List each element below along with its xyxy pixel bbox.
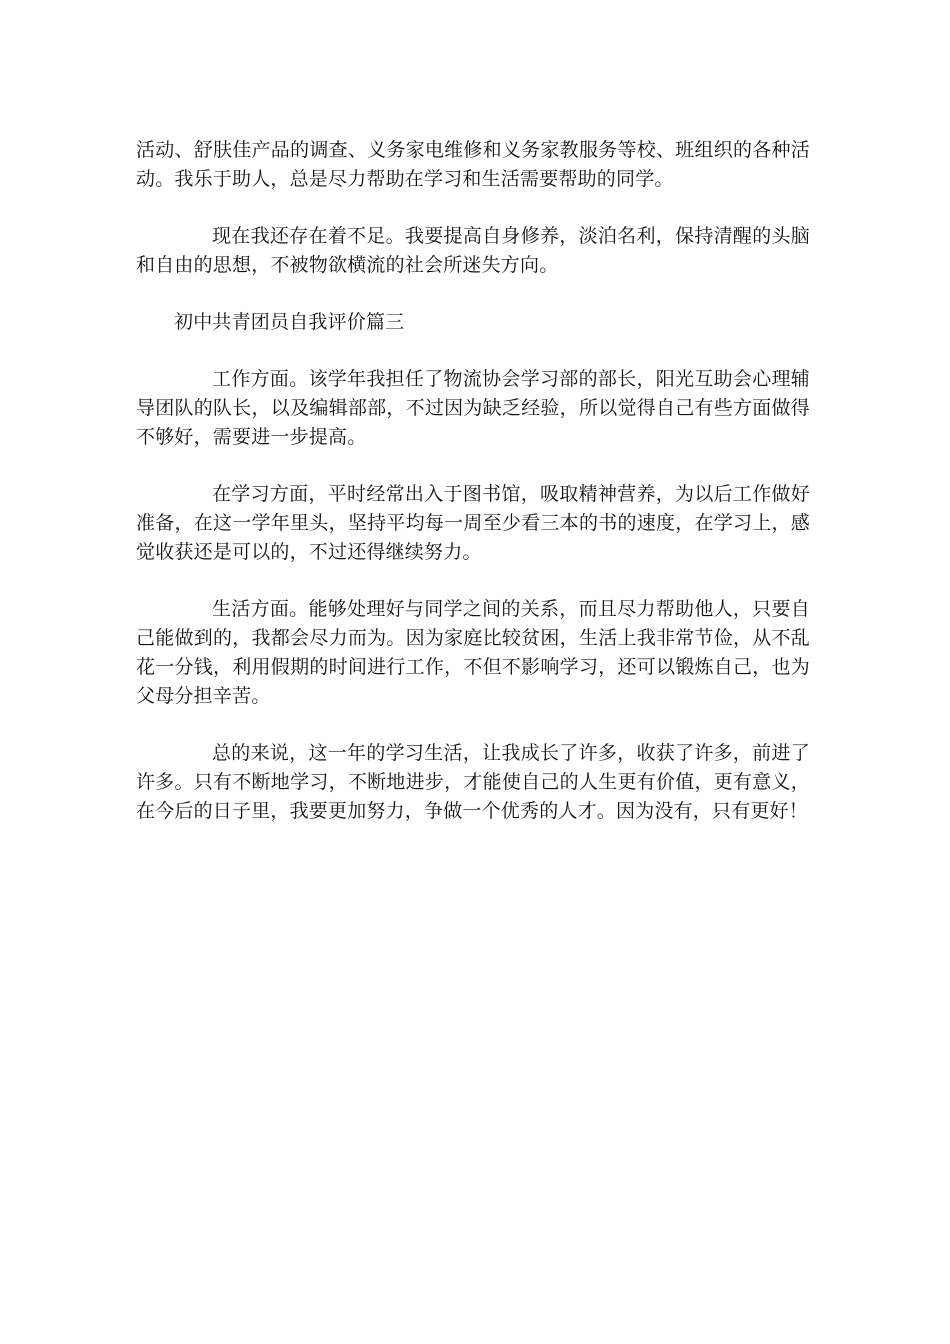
paragraph-study: 在学习方面，平时经常出入于图书馆，吸取精神营养，为以后工作做好准备，在这一学年里头，坚持平均每一周至少看三本的书的速度，在学习上，感觉收获还是可以的，不过还得继续努力。: [136, 483, 810, 563]
section-heading: 初中共青团员自我评价篇三: [174, 311, 405, 333]
paragraph-shortcomings: 现在我还存在着不足。我要提高自身修养，淡泊名利，保持清醒的头脑和自由的思想，不被物欲横流的社会所迷失方向。: [136, 225, 810, 276]
paragraph-continuation: 活动、舒肤佳产品的调查、义务家电维修和义务家教服务等校、班组织的各种活动。我乐于助人，总是尽力帮助在学习和生活需要帮助的同学。: [136, 139, 810, 190]
paragraph-summary: 总的来说，这一年的学习生活，让我成长了许多，收获了许多，前进了许多。只有不断地学习，不断地进步，才能使自己的人生更有价值，更有意义，在今后的日子里，我要更加努力，争做一个优秀的人才。因为没有，只有更好！: [136, 742, 810, 822]
document-body: [136, 136, 810, 854]
paragraph-work: 工作方面。该学年我担任了物流协会学习部的部长，阳光互助会心理辅导团队的队长，以及编辑部部，不过因为缺乏经验，所以觉得自己有些方面做得不够好，需要进一步提高。: [136, 368, 810, 448]
paragraph-life: 生活方面。能够处理好与同学之间的关系，而且尽力帮助他人，只要自己能做到的，我都会尽力而为。因为家庭比较贫困，生活上我非常节俭，从不乱花一分钱，利用假期的时间进行工作，不但不影响学习，还可以锻炼自己，也为父母分担辛苦。: [136, 598, 810, 707]
